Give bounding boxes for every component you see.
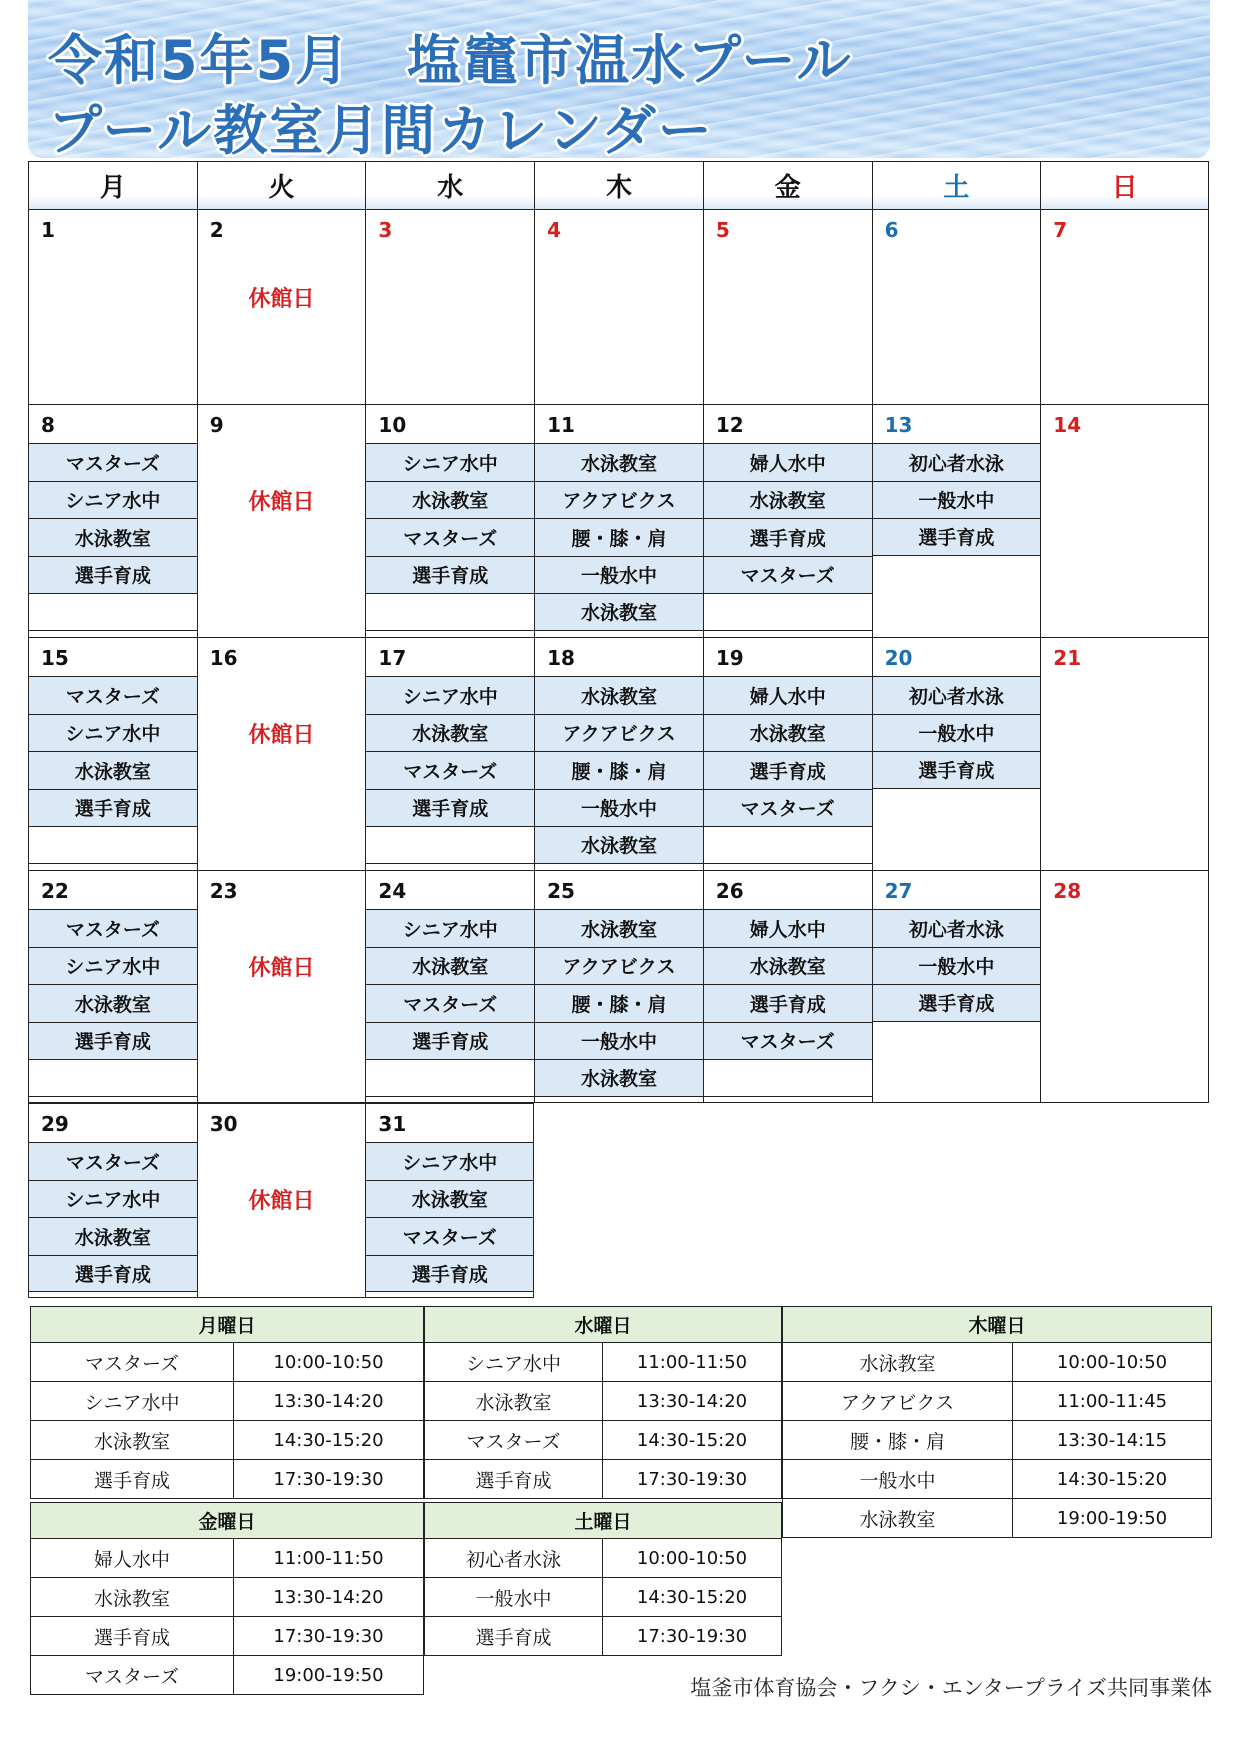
class-slot: 選手育成 (873, 751, 1041, 789)
calendar-empty-space (703, 1103, 872, 1298)
class-slot: 選手育成 (873, 518, 1041, 556)
day-number: 25 (547, 879, 575, 903)
class-list (704, 676, 872, 864)
class-slot: 選手育成 (704, 518, 872, 556)
weekday-header-sun: 日 (1040, 161, 1209, 209)
schedule-title: 水曜日 (425, 1307, 782, 1343)
day-number: 20 (884, 646, 913, 670)
class-slot: シニア水中 (366, 443, 534, 481)
calendar-day-cell (534, 637, 703, 870)
closed-day-label: 休館日 (248, 490, 315, 515)
day-number: 6 (884, 218, 899, 242)
page-title-line1: 令和5年5月 塩竈市温水プール (48, 29, 853, 92)
calendar-day-cell (872, 637, 1041, 870)
calendar-day-cell (872, 870, 1041, 1103)
calendar-day-cell (28, 209, 197, 404)
class-list (535, 909, 703, 1097)
class-slot: アクアビクス (535, 947, 703, 985)
closed-day-label: 休館日 (248, 723, 315, 748)
schedule-table-saturday (424, 1502, 782, 1656)
class-name: 水泳教室 (31, 1421, 234, 1460)
class-slot: 腰・膝・肩 (535, 518, 703, 556)
page-title-line2: プール教室月間カレンダー (48, 99, 714, 158)
day-number: 7 (1053, 218, 1068, 242)
empty-slot (29, 826, 197, 864)
class-list (366, 1142, 533, 1292)
schedule-title: 金曜日 (31, 1503, 424, 1539)
class-slot: 水泳教室 (704, 481, 872, 519)
day-number: 1 (41, 218, 55, 242)
class-time: 13:30-14:20 (603, 1382, 782, 1421)
class-slot: 一般水中 (873, 947, 1041, 985)
class-slot: 選手育成 (29, 556, 197, 594)
weekday-header-mon: 月 (28, 161, 197, 209)
class-slot: 選手育成 (873, 984, 1041, 1022)
class-slot: マスターズ (29, 443, 197, 481)
class-list (535, 676, 703, 864)
calendar-day-cell (197, 870, 366, 1103)
calendar-day-cell (872, 404, 1041, 637)
calendar-grid (28, 161, 1209, 1298)
calendar-day-cell (703, 637, 872, 870)
class-time: 17:30-19:30 (603, 1617, 782, 1656)
class-time: 11:00-11:45 (1013, 1382, 1212, 1421)
class-name: マスターズ (31, 1656, 234, 1695)
day-number: 8 (41, 413, 55, 437)
schedule-table-friday (30, 1502, 424, 1695)
day-number: 15 (41, 646, 69, 670)
class-time: 14:30-15:20 (234, 1421, 424, 1460)
class-slot: シニア水中 (366, 676, 534, 714)
weekday-header-fri: 金 (703, 161, 872, 209)
class-list (29, 909, 197, 1097)
calendar-empty-space (872, 1103, 1041, 1298)
class-list (873, 443, 1041, 556)
class-time: 13:30-14:20 (234, 1382, 424, 1421)
class-slot: 水泳教室 (535, 826, 703, 864)
class-time: 11:00-11:50 (234, 1539, 424, 1578)
calendar-day-cell (1040, 404, 1209, 637)
class-slot: 水泳教室 (704, 714, 872, 752)
class-time: 13:30-14:15 (1013, 1421, 1212, 1460)
class-list (366, 443, 534, 631)
calendar-day-cell (28, 1103, 197, 1298)
empty-slot (366, 593, 534, 631)
day-number: 21 (1053, 646, 1082, 670)
day-number: 29 (41, 1112, 69, 1136)
calendar-empty-space (534, 1103, 703, 1298)
class-slot: 腰・膝・肩 (535, 984, 703, 1022)
class-slot: 水泳教室 (535, 676, 703, 714)
class-list (366, 676, 534, 864)
class-slot: マスターズ (704, 1022, 872, 1060)
class-name: マスターズ (31, 1343, 234, 1382)
day-number: 23 (209, 879, 238, 903)
class-slot: シニア水中 (29, 714, 197, 752)
class-slot: 婦人水中 (704, 909, 872, 947)
day-number: 26 (715, 879, 744, 903)
day-number: 16 (209, 646, 238, 670)
class-slot: マスターズ (366, 751, 534, 789)
class-slot: マスターズ (29, 1142, 197, 1180)
class-slot: 選手育成 (366, 556, 534, 594)
class-slot: マスターズ (704, 789, 872, 827)
calendar-day-cell (197, 637, 366, 870)
calendar-day-cell (534, 870, 703, 1103)
class-time: 10:00-10:50 (1013, 1343, 1212, 1382)
calendar-day-cell (365, 1103, 534, 1298)
day-number: 31 (378, 1112, 407, 1136)
day-number: 3 (378, 218, 393, 242)
schedule-table-wednesday (424, 1306, 782, 1499)
class-time: 19:00-19:50 (234, 1656, 424, 1695)
class-slot: 水泳教室 (535, 1059, 703, 1097)
schedule-table-thursday (782, 1306, 1212, 1538)
day-number: 9 (209, 413, 224, 437)
closed-day-label: 休館日 (248, 287, 315, 312)
class-time: 17:30-19:30 (603, 1460, 782, 1499)
class-slot: 一般水中 (535, 1022, 703, 1060)
weekday-header-sat: 土 (872, 161, 1041, 209)
class-slot: 一般水中 (873, 481, 1041, 519)
class-name: 初心者水泳 (425, 1539, 603, 1578)
class-slot: 選手育成 (366, 1022, 534, 1060)
class-slot: 選手育成 (366, 789, 534, 827)
class-time: 10:00-10:50 (234, 1343, 424, 1382)
class-time: 10:00-10:50 (603, 1539, 782, 1578)
class-time: 17:30-19:30 (234, 1617, 424, 1656)
class-list (704, 443, 872, 631)
calendar-day-cell (197, 209, 366, 404)
day-number: 5 (715, 218, 730, 242)
calendar-day-cell (28, 404, 197, 637)
class-slot: マスターズ (29, 909, 197, 947)
schedule-title: 月曜日 (31, 1307, 424, 1343)
calendar-day-cell (1040, 870, 1209, 1103)
class-slot: シニア水中 (29, 481, 197, 519)
class-slot: 初心者水泳 (873, 909, 1041, 947)
class-slot: 選手育成 (704, 751, 872, 789)
class-name: 選手育成 (31, 1460, 234, 1499)
empty-slot (704, 826, 872, 864)
class-slot: 選手育成 (366, 1255, 533, 1293)
calendar-day-cell (703, 404, 872, 637)
class-name: 水泳教室 (31, 1578, 234, 1617)
day-number: 2 (209, 218, 224, 242)
class-slot: アクアビクス (535, 714, 703, 752)
class-slot: 初心者水泳 (873, 676, 1041, 714)
class-slot: 水泳教室 (366, 1180, 533, 1218)
weekday-header-wed: 水 (365, 161, 534, 209)
class-slot: シニア水中 (366, 1142, 533, 1180)
class-slot: 水泳教室 (366, 947, 534, 985)
class-slot: 初心者水泳 (873, 443, 1041, 481)
class-name: シニア水中 (31, 1382, 234, 1421)
empty-slot (366, 826, 534, 864)
calendar-day-cell (1040, 209, 1209, 404)
day-number: 22 (41, 879, 69, 903)
day-number: 24 (378, 879, 407, 903)
class-slot: 水泳教室 (704, 947, 872, 985)
class-name: 選手育成 (31, 1617, 234, 1656)
class-name: 選手育成 (425, 1460, 603, 1499)
class-name: アクアビクス (783, 1382, 1013, 1421)
calendar-day-cell (365, 870, 534, 1103)
closed-day-label: 休館日 (248, 956, 315, 981)
closed-day-label: 休館日 (248, 1189, 315, 1214)
class-name: 水泳教室 (783, 1343, 1013, 1382)
class-name: 一般水中 (783, 1460, 1013, 1499)
class-slot: 選手育成 (29, 1255, 197, 1293)
class-slot: マスターズ (366, 984, 534, 1022)
calendar-day-cell (703, 209, 872, 404)
empty-slot (29, 593, 197, 631)
class-list (366, 909, 534, 1097)
day-number: 4 (547, 218, 562, 242)
class-list (29, 443, 197, 631)
class-slot: 水泳教室 (366, 481, 534, 519)
class-slot: 水泳教室 (535, 443, 703, 481)
header-banner (28, 0, 1210, 158)
class-slot: 一般水中 (535, 556, 703, 594)
calendar-day-cell (1040, 637, 1209, 870)
class-time: 13:30-14:20 (234, 1578, 424, 1617)
class-name: 婦人水中 (31, 1539, 234, 1578)
class-time: 14:30-15:20 (1013, 1460, 1212, 1499)
day-number: 11 (547, 413, 575, 437)
day-number: 30 (209, 1112, 238, 1136)
class-slot: 水泳教室 (29, 1217, 197, 1255)
class-list (873, 909, 1041, 1022)
weekday-header-tue: 火 (197, 161, 366, 209)
class-slot: 腰・膝・肩 (535, 751, 703, 789)
class-slot: マスターズ (366, 518, 534, 556)
schedule-table-monday (30, 1306, 424, 1499)
class-name: 一般水中 (425, 1578, 603, 1617)
class-time: 17:30-19:30 (234, 1460, 424, 1499)
footer-organizer: 塩釜市体育協会・フクシ・エンタープライズ共同事業体 (690, 1676, 1212, 1700)
class-slot: 水泳教室 (366, 714, 534, 752)
class-slot: 選手育成 (29, 789, 197, 827)
class-time: 14:30-15:20 (603, 1421, 782, 1460)
class-time: 14:30-15:20 (603, 1578, 782, 1617)
class-slot: マスターズ (704, 556, 872, 594)
day-number: 19 (715, 646, 744, 670)
class-list (873, 676, 1041, 789)
day-number: 10 (378, 413, 407, 437)
class-slot: 水泳教室 (535, 909, 703, 947)
class-slot: マスターズ (29, 676, 197, 714)
class-slot: 一般水中 (873, 714, 1041, 752)
class-list (704, 909, 872, 1097)
calendar-day-cell (197, 404, 366, 637)
class-slot: 水泳教室 (29, 751, 197, 789)
calendar-day-cell (534, 404, 703, 637)
calendar-day-cell (872, 209, 1041, 404)
day-number: 14 (1053, 413, 1082, 437)
day-number: 18 (547, 646, 575, 670)
class-time: 11:00-11:50 (603, 1343, 782, 1382)
class-name: シニア水中 (425, 1343, 603, 1382)
class-slot: シニア水中 (366, 909, 534, 947)
class-slot: シニア水中 (29, 947, 197, 985)
calendar-day-cell (28, 637, 197, 870)
calendar-day-cell (365, 209, 534, 404)
calendar-day-cell (703, 870, 872, 1103)
class-slot: 水泳教室 (29, 518, 197, 556)
class-slot: シニア水中 (29, 1180, 197, 1218)
class-name: マスターズ (425, 1421, 603, 1460)
weekday-header-thu: 木 (534, 161, 703, 209)
schedule-title: 木曜日 (783, 1307, 1212, 1343)
class-name: 選手育成 (425, 1617, 603, 1656)
day-number: 17 (378, 646, 407, 670)
calendar-day-cell (28, 870, 197, 1103)
class-name: 水泳教室 (425, 1382, 603, 1421)
day-number: 13 (884, 413, 913, 437)
class-slot: マスターズ (366, 1217, 533, 1255)
day-number: 12 (715, 413, 744, 437)
calendar-day-cell (534, 209, 703, 404)
class-slot: 選手育成 (29, 1022, 197, 1060)
class-slot: 水泳教室 (29, 984, 197, 1022)
schedule-title: 土曜日 (425, 1503, 782, 1539)
day-number: 27 (884, 879, 913, 903)
class-slot: 婦人水中 (704, 443, 872, 481)
class-list (29, 1142, 197, 1292)
day-number: 28 (1053, 879, 1082, 903)
empty-slot (704, 1059, 872, 1097)
class-slot: 一般水中 (535, 789, 703, 827)
calendar-day-cell (365, 637, 534, 870)
class-list (29, 676, 197, 864)
calendar-day-cell (365, 404, 534, 637)
empty-slot (704, 593, 872, 631)
empty-slot (29, 1059, 197, 1097)
empty-slot (366, 1059, 534, 1097)
class-slot: 選手育成 (704, 984, 872, 1022)
class-slot: 婦人水中 (704, 676, 872, 714)
calendar-empty-space (1040, 1103, 1209, 1298)
calendar-day-cell (197, 1103, 366, 1298)
class-name: 水泳教室 (783, 1499, 1013, 1538)
class-slot: アクアビクス (535, 481, 703, 519)
class-list (535, 443, 703, 631)
class-name: 腰・膝・肩 (783, 1421, 1013, 1460)
class-time: 19:00-19:50 (1013, 1499, 1212, 1538)
class-slot: 水泳教室 (535, 593, 703, 631)
